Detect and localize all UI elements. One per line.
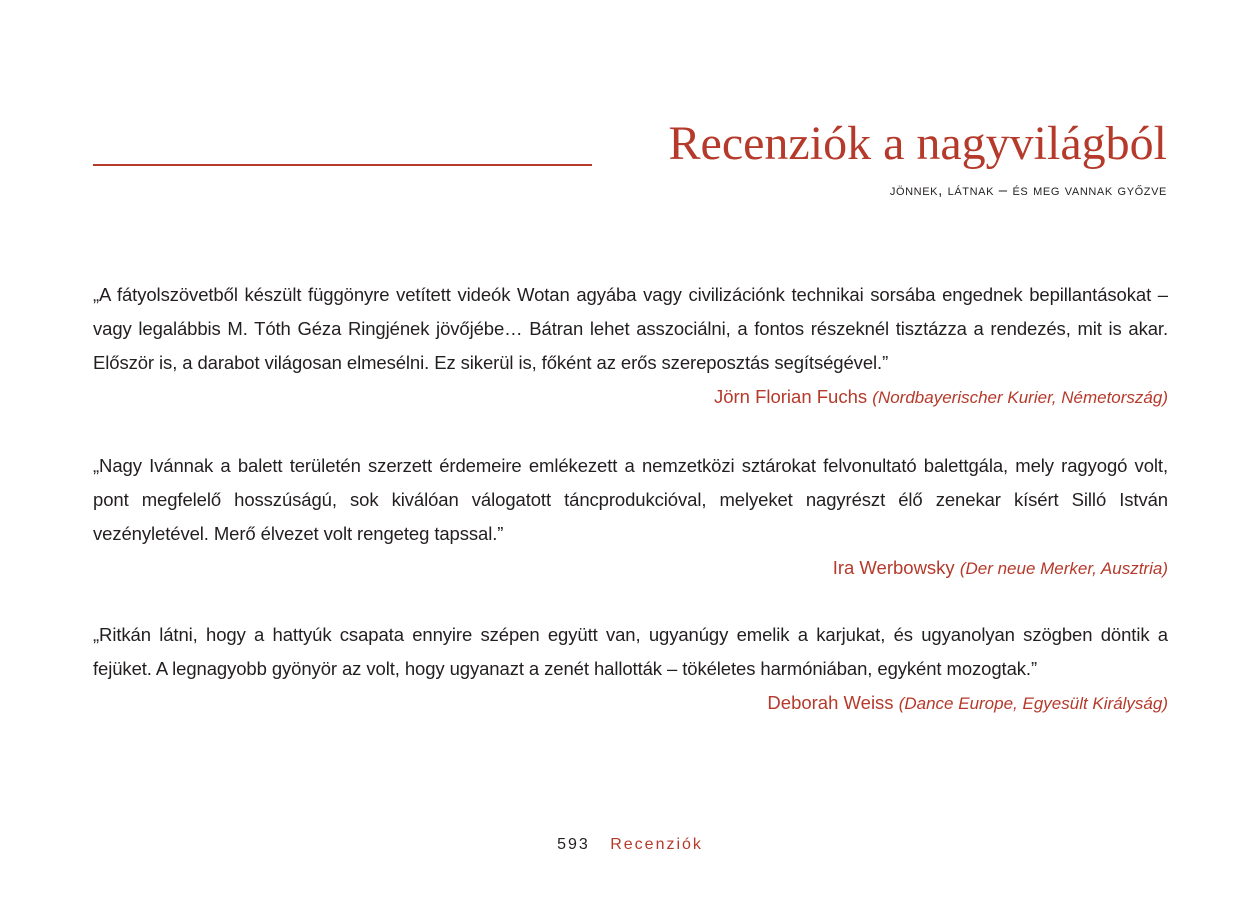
quote-block: [93, 449, 1168, 586]
quote-publication: (Der neue Merker, Ausztria): [959, 559, 1168, 578]
page-subtitle: jönnek, látnak – és meg vannak győzve: [889, 182, 1167, 199]
section-label: Recenziók: [610, 836, 703, 853]
page-title: Recenziók a nagyvilágból: [668, 117, 1167, 170]
quote-text: „A fátyolszövetből készült függönyre vetített videók Wotan agyába vagy civilizációnk technikai sorsába engednek bepillantásokat – vagy legalábbis M. Tóth Géza Ringjének jövőjébe… Bátran lehet asszociálni, a fontos részeknél tisztázza a rendezés, mit is akar. Először is, a darabot világosan elmesélni. Ez sikerül is, főként az erős szereposztás segítségével.”: [93, 284, 1168, 373]
quote-list: [93, 278, 1168, 721]
quote-text: „Nagy Ivánnak a balett területén szerzett érdemeire emlékezett a nemzetközi sztárokat felvonultató balettgála, mely ragyogó volt, pont megfelelő hosszúságú, sok kiválóan válogatott táncprodukcióval, melyeket nagyrészt élő zenekar kísért Silló István vezényletével. Merő élvezet volt rengeteg tapssal.”: [93, 455, 1168, 544]
quote-publication: (Dance Europe, Egyesült Királyság): [898, 694, 1168, 713]
quote-block: [93, 278, 1168, 415]
header-rule: [93, 164, 592, 166]
quote-publication: (Nordbayerischer Kurier, Németország): [872, 388, 1168, 407]
quote-author: Ira Werbowsky: [832, 557, 955, 578]
quote-text: „Ritkán látni, hogy a hattyúk csapata ennyire szépen együtt van, ugyanúgy emelik a karjukat, és ugyanolyan szögben döntik a fejüket. A legnagyobb gyönyör az volt, hogy ugyanazt a zenét hallották – tökéletes harmóniában, egyként mozogtak.”: [93, 624, 1168, 679]
quote-source: [93, 551, 1168, 586]
quote-block: [93, 618, 1168, 721]
quote-author: Jörn Florian Fuchs: [713, 386, 868, 407]
page-number: 593: [557, 836, 590, 853]
quote-source: [93, 380, 1168, 415]
page-footer: [0, 836, 1260, 854]
quote-source: [93, 686, 1168, 721]
quote-author: Deborah Weiss: [767, 692, 894, 713]
